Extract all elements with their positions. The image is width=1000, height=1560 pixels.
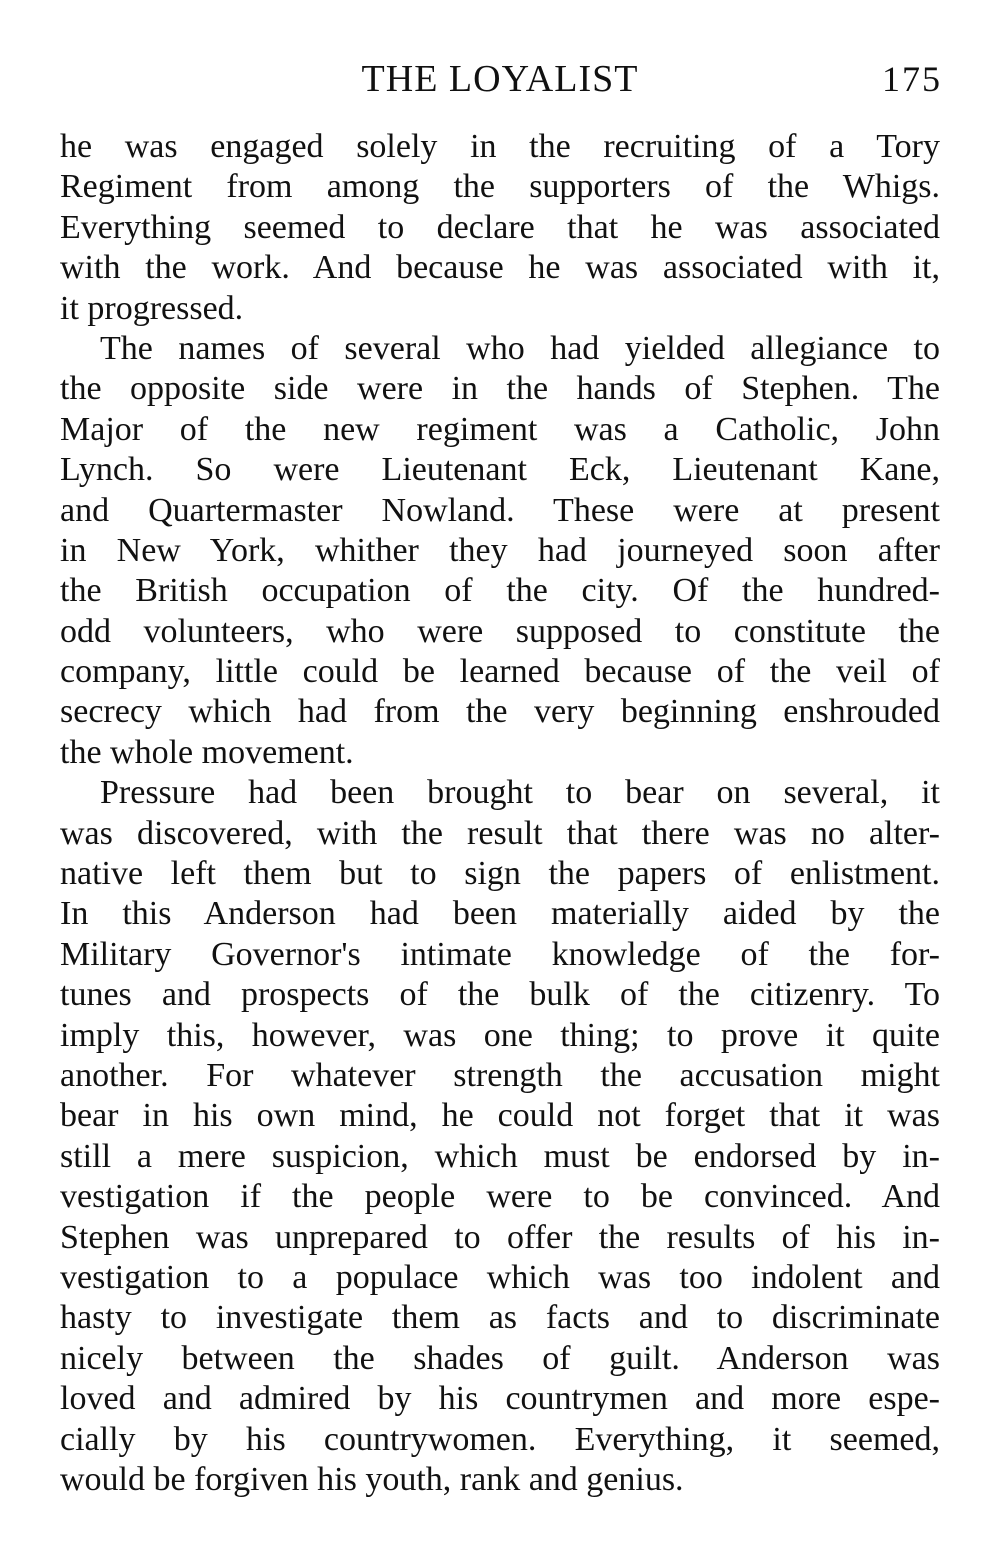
text-line: Stephen was unprepared to offer the results of his in-	[60, 1218, 940, 1256]
text-line: Pressure had been brought to bear on several, it	[100, 774, 940, 812]
text-line: cially by his countrywomen. Everything, it seemed,	[60, 1420, 940, 1458]
text-line: and Quartermaster Nowland. These were at present	[60, 491, 940, 529]
text-line: Everything seemed to declare that he was associated	[60, 208, 940, 246]
text-line: Regiment from among the supporters of the Whigs.	[60, 168, 940, 206]
text-line: hasty to investigate them as facts and to discriminate	[60, 1299, 940, 1337]
body-text	[60, 127, 940, 1500]
text-line: In this Anderson had been materially aided by the	[60, 895, 940, 933]
text-line: the opposite side were in the hands of Stephen. The	[60, 370, 940, 408]
text-line: secrecy which had from the very beginning enshrouded	[60, 693, 940, 731]
text-line: company, little could be learned because of the veil of	[60, 653, 940, 691]
text-line: still a mere suspicion, which must be endorsed by in-	[60, 1137, 940, 1175]
running-header	[0, 54, 1000, 104]
text-line: the whole movement.	[60, 733, 354, 771]
text-line: with the work. And because he was associated with it,	[60, 249, 940, 287]
text-line: bear in his own mind, he could not forget that it was	[60, 1097, 940, 1135]
text-line: imply this, however, was one thing; to prove it quite	[60, 1016, 940, 1054]
text-line: it progressed.	[60, 289, 244, 327]
text-line: would be forgiven his youth, rank and genius.	[60, 1460, 684, 1498]
text-line: he was engaged solely in the recruiting of a Tory	[60, 128, 940, 165]
text-line: the British occupation of the city. Of the hundred-	[60, 572, 940, 610]
page-number: 175	[882, 59, 942, 99]
text-line: odd volunteers, who were supposed to constitute the	[60, 612, 940, 650]
text-line: Military Governor's intimate knowledge of the for-	[60, 935, 940, 973]
running-title: THE LOYALIST	[361, 58, 639, 100]
text-line: The names of several who had yielded allegiance to	[100, 329, 940, 367]
text-line: loved and admired by his countrymen and more espe-	[60, 1380, 940, 1418]
text-line: tunes and prospects of the bulk of the citizenry. To	[60, 976, 940, 1014]
text-line: Lynch. So were Lieutenant Eck, Lieutenant Kane,	[60, 451, 940, 489]
text-line: another. For whatever strength the accusation might	[60, 1056, 940, 1094]
text-line: was discovered, with the result that there was no alter-	[60, 814, 940, 852]
text-line: native left them but to sign the papers of enlistment.	[60, 855, 940, 893]
text-line: in New York, whither they had journeyed soon after	[60, 531, 940, 569]
text-line: nicely between the shades of guilt. Anderson was	[60, 1339, 940, 1377]
text-line: Major of the new regiment was a Catholic, John	[60, 410, 940, 448]
text-line: vestigation to a populace which was too indolent and	[60, 1258, 940, 1296]
text-line: vestigation if the people were to be convinced. And	[60, 1178, 940, 1216]
